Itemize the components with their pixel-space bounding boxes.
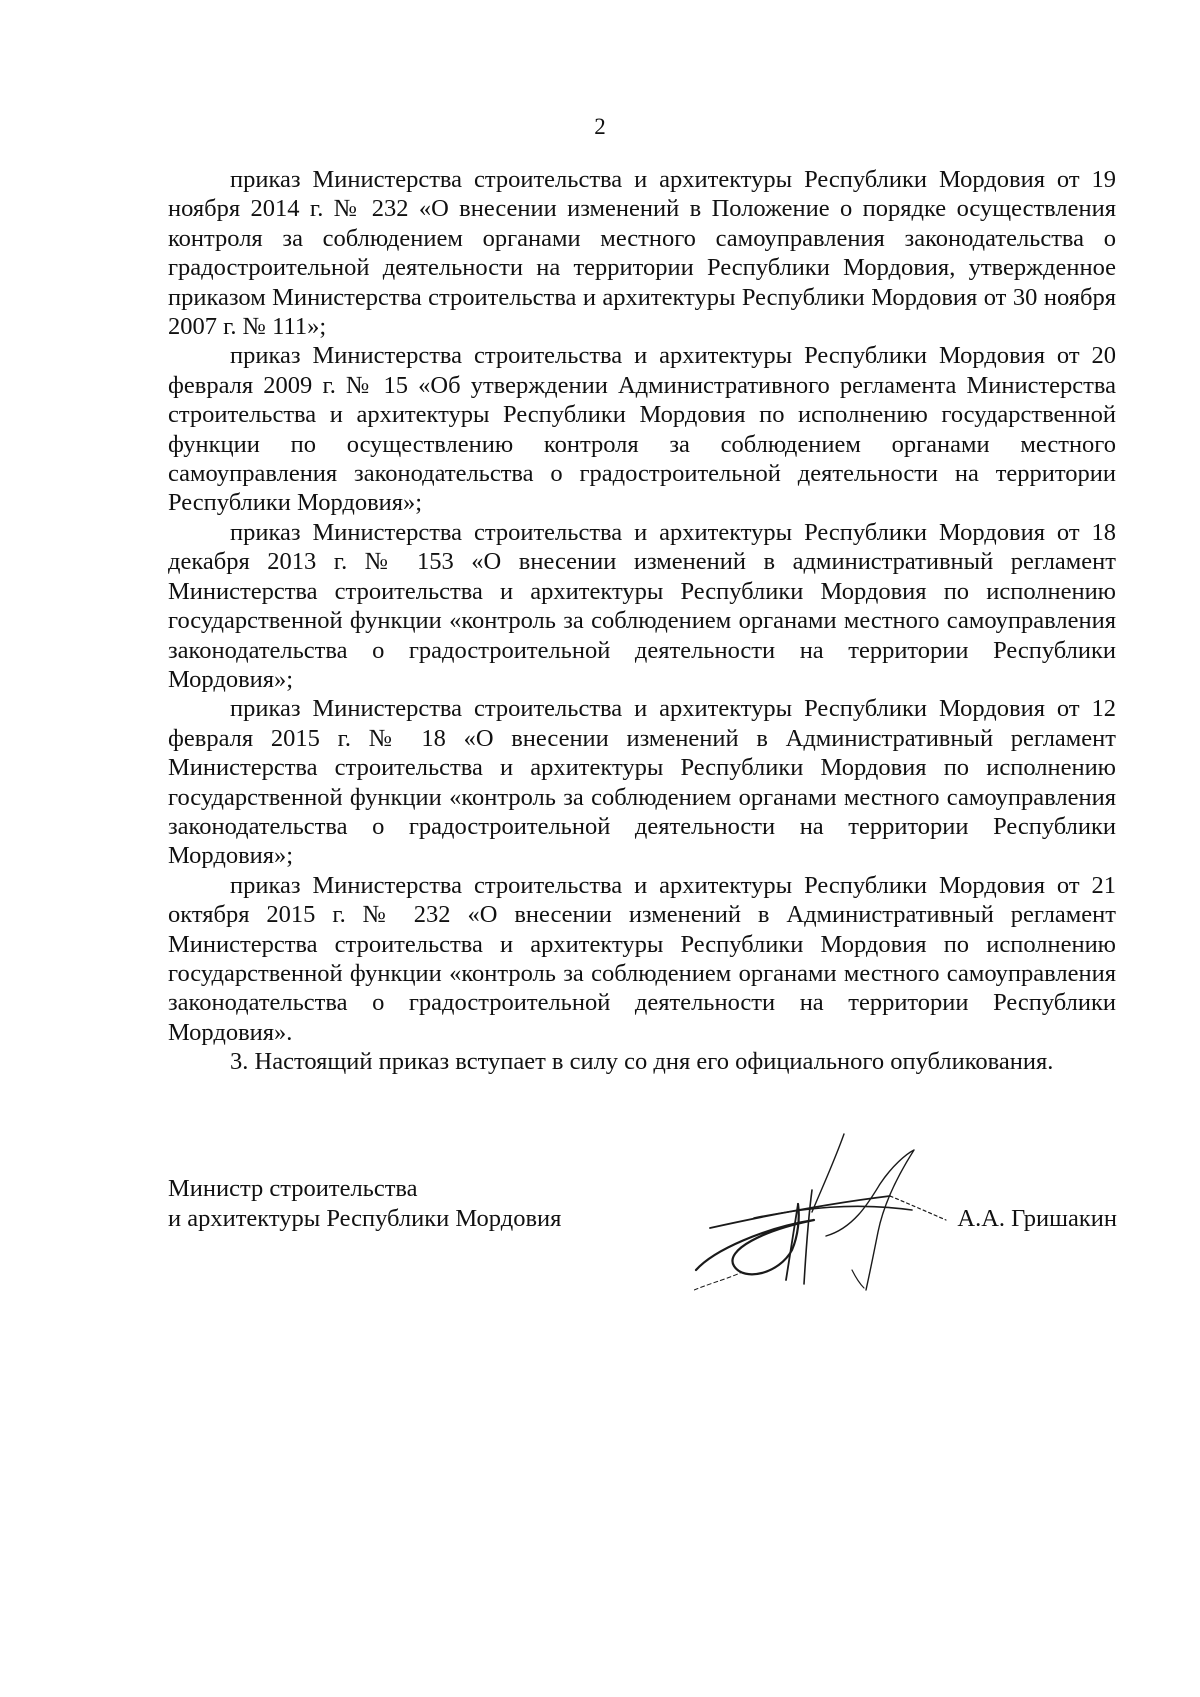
paragraph-order-2009-15: приказ Министерства строительства и архитектуры Республики Мордовия от 20 февраля 2009 г. № 15 «Об утверждении Административного регламента Министерства строительства и архитектуры Республики Мордовия по исполнению государственной функции по осуществлению контроля за соблюдением органами местного самоуправления законодательства о градостроительной деятельности на территории Республики Мордовия»; xyxy=(168,342,1116,517)
handwritten-signature-icon xyxy=(694,1132,994,1292)
position-line-2: и архитектуры Республики Мордовия xyxy=(168,1205,562,1232)
signatory-position xyxy=(168,1174,561,1234)
position-line-1: Министр строительства xyxy=(168,1175,418,1202)
paragraph-order-2014-232: приказ Министерства строительства и архитектуры Республики Мордовия от 19 ноября 2014 г. № 232 «О внесении изменений в Положение о порядке осуществления контроля за соблюдением органами местного самоуправления законодательства о градостроительной деятельности на территории Республики Мордовия, утвержденное приказом Министерства строительства и архитектуры Республики Мордовия от 30 ноября 2007 г. № 111»; xyxy=(168,166,1116,341)
signer-name: А.А. Гришакин xyxy=(957,1205,1117,1232)
paragraph-effective-date: 3. Настоящий приказ вступает в силу со дня его официального опубликования. xyxy=(230,1048,1054,1076)
paragraph-order-2015-18: приказ Министерства строительства и архитектуры Республики Мордовия от 12 февраля 2015 г. № 18 «О внесении изменений в Административный регламент Министерства строительства и архитектуры Республики Мордовия по исполнению государственной функции «контроль за соблюдением органами местного самоуправления законодательства о градостроительной деятельности на территории Республики Мордовия»; xyxy=(168,695,1116,870)
document-body xyxy=(168,165,1116,1077)
paragraph-order-2015-232: приказ Министерства строительства и архитектуры Республики Мордовия от 21 октября 2015 г. № 232 «О внесении изменений в Административный регламент Министерства строительства и архитектуры Республики Мордовия по исполнению государственной функции «контроль за соблюдением органами местного самоуправления законодательства о градостроительной деятельности на территории Республики Мордовия». xyxy=(168,871,1116,1046)
paragraph-order-2013-153: приказ Министерства строительства и архитектуры Республики Мордовия от 18 декабря 2013 г. № 153 «О внесении изменений в административный регламент Министерства строительства и архитектуры Республики Мордовия по исполнению государственной функции «контроль за соблюдением органами местного самоуправления законодательства о градостроительной деятельности на территории Республики Мордовия»; xyxy=(168,518,1116,693)
page-number: 2 xyxy=(594,114,606,139)
